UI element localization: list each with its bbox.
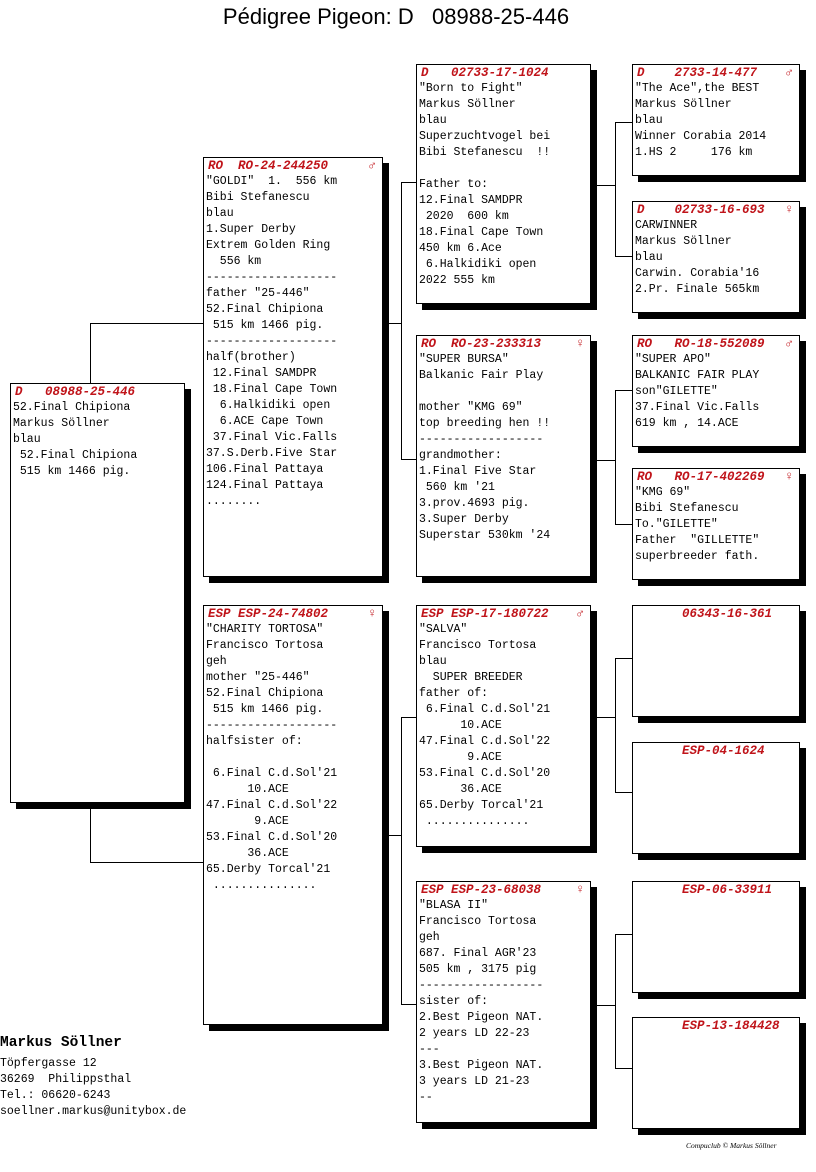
connector [615,524,632,525]
connector [615,792,632,793]
connector [597,1005,615,1006]
connector [597,460,615,461]
pigeon-info: "The Ace",the BEST Markus Söllner blau Winner Corabia 2014 1.HS 2 176 km [635,82,767,159]
connector [90,808,91,863]
connector [401,717,417,718]
pigeon-card-father-mother[interactable] [416,335,591,577]
connector [615,256,632,257]
pigeon-card-subject[interactable] [10,383,185,803]
pigeon-info: "SUPER BURSA" Balkanic Fair Play mother "KMG 69" top breeding hen !! ------------------ grandmother: 1.Final Five Star 560 km '21 3.prov.4693 pig. 3.Super Derby Superstar 530km '24 [419,353,551,542]
connector [615,122,632,123]
female-icon: ♀ [368,606,376,621]
ring-number-text: D 02733-17-1024 [421,66,549,80]
pigeon-info: 52.Final Chipiona Markus Söllner blau 52.Final Chipiona 515 km 1466 pig. [13,401,138,478]
ring-number-text: ESP ESP-23-68038 [421,883,542,897]
owner-city: 36269 Philippsthal [0,1073,132,1086]
connector [615,122,616,257]
ring-number: D 08988-25-446 [15,385,136,399]
ring-number [417,606,590,622]
connector [615,1068,632,1069]
connector [615,934,632,935]
connector [383,835,401,836]
owner-email[interactable]: soellner.markus@unitybox.de [0,1105,187,1118]
pigeon-info: "GOLDI" 1. 556 km Bibi Stefanescu blau 1.Super Derby Extrem Golden Ring 556 km ------------------- father "25-446" 52.Final Chipiona 515 km 1466 pig. ------------------- half(brother) 12.Final SAMDPR 18.Final Cape Town 6.Halkidiki open 6.ACE Cape Town 37.Final Vic.Falls 37.S.Derb.Five Star 106.Final Pattaya 124.Final Pattaya ........ [206,175,338,508]
connector [90,323,204,324]
pigeon-info: "CHARITY TORTOSA" Francisco Tortosa geh mother "25-446" 52.Final Chipiona 515 km 1466 pig. ------------------- halfsister of: 6.Final C.d.Sol'21 10.ACE 47.Final C.d.Sol'22 9.ACE 53.Final C.d.Sol'20 36.ACE 65.Derby Torcal'21 ............... [206,623,338,892]
male-icon: ♂ [576,606,584,621]
connector [615,390,632,391]
ring-number-text: RO RO-24-244250 [208,159,329,173]
connector [615,390,616,525]
pigeon-info: CARWINNER Markus Söllner blau Carwin. Corabia'16 2.Pr. Finale 565km [635,219,760,296]
pigeon-card-fff[interactable] [632,64,800,176]
ring-number: ESP-13-184428 [637,1019,780,1033]
ring-number-text: ESP ESP-24-74802 [208,607,329,621]
pigeon-card-mfm[interactable] [632,742,800,854]
ring-number: 06343-16-361 [637,607,773,621]
male-icon: ♂ [785,65,793,80]
ring-number [633,202,799,218]
connector [401,1004,417,1005]
pigeon-info: "Born to Fight" Markus Söllner blau Superzuchtvogel bei Bibi Stefanescu !! Father to: 12.Final SAMDPR 2020 600 km 18.Final Cape Town 450 km 6.Ace 6.Halkidiki open 2022 555 km [419,82,551,287]
connector [401,182,402,460]
connector [401,459,417,460]
female-icon: ♀ [785,469,793,484]
pigeon-card-ffm[interactable] [632,201,800,313]
ring-number [417,336,590,352]
page-title: Pédigree Pigeon: D 08988-25-446 [222,4,570,29]
footer-credit: Compuclub © Markus Söllner [686,1141,777,1150]
ring-number-text: D 02733-16-693 [637,203,765,217]
pigeon-card-father-father[interactable] [416,64,591,304]
connector [597,717,615,718]
ring-number [633,336,799,352]
connector [401,182,417,183]
connector [615,658,632,659]
ring-number-text: RO RO-18-552089 [637,337,765,351]
pigeon-card-fmm[interactable] [632,468,800,580]
pigeon-info: "SALVA" Francisco Tortosa blau SUPER BREEDER father of: 6.Final C.d.Sol'21 10.ACE 47.Final C.d.Sol'22 9.ACE 53.Final C.d.Sol'20 36.ACE 65.Derby Torcal'21 ............... [419,623,551,828]
ring-number [633,469,799,485]
pigeon-card-mmm[interactable] [632,1017,800,1129]
ring-number [633,65,799,81]
ring-number-text: D 2733-14-477 [637,66,758,80]
ring-number [204,606,382,622]
connector [615,658,616,793]
ring-number-text: ESP ESP-17-180722 [421,607,549,621]
pigeon-card-mother[interactable] [203,605,383,1025]
male-icon: ♂ [368,158,376,173]
pigeon-card-mmf[interactable] [632,881,800,993]
pigeon-card-fmf[interactable] [632,335,800,447]
connector [401,717,402,1005]
ring-number-text: RO RO-23-233313 [421,337,542,351]
owner-address [0,1056,186,1120]
ring-number-text: RO RO-17-402269 [637,470,765,484]
pigeon-card-father[interactable] [203,157,383,577]
pigeon-info: "SUPER APO" BALKANIC FAIR PLAY son"GILETTE" 37.Final Vic.Falls 619 km , 14.ACE [635,353,760,430]
owner-street: Töpfergasse 12 [0,1057,97,1070]
pigeon-card-mother-mother[interactable] [416,881,591,1123]
ring-number [417,882,590,898]
ring-number: ESP-06-33911 [637,883,773,897]
female-icon: ♀ [576,336,584,351]
connector [90,323,91,384]
pigeon-card-mff[interactable] [632,605,800,717]
connector [615,934,616,1069]
connector [597,185,615,186]
ring-number: ESP-04-1624 [637,744,765,758]
ring-number [204,158,382,174]
owner-info [0,1034,186,1120]
ring-number [417,65,590,81]
female-icon: ♀ [785,202,793,217]
owner-name: Markus Söllner [0,1035,122,1051]
connector [90,862,204,863]
pigeon-info: "BLASA II" Francisco Tortosa geh 687. Final AGR'23 505 km , 3175 pig ------------------ sister of: 2.Best Pigeon NAT. 2 years LD 22-23 --- 3.Best Pigeon NAT. 3 years LD 21-23 -- [419,899,544,1104]
owner-phone: Tel.: 06620-6243 [0,1089,111,1102]
pigeon-info: "KMG 69" Bibi Stefanescu To."GILETTE" Father "GILLETTE" superbreeder fath. [635,486,760,563]
connector [383,323,401,324]
male-icon: ♂ [785,336,793,351]
female-icon: ♀ [576,882,584,897]
pigeon-card-mother-father[interactable] [416,605,591,847]
